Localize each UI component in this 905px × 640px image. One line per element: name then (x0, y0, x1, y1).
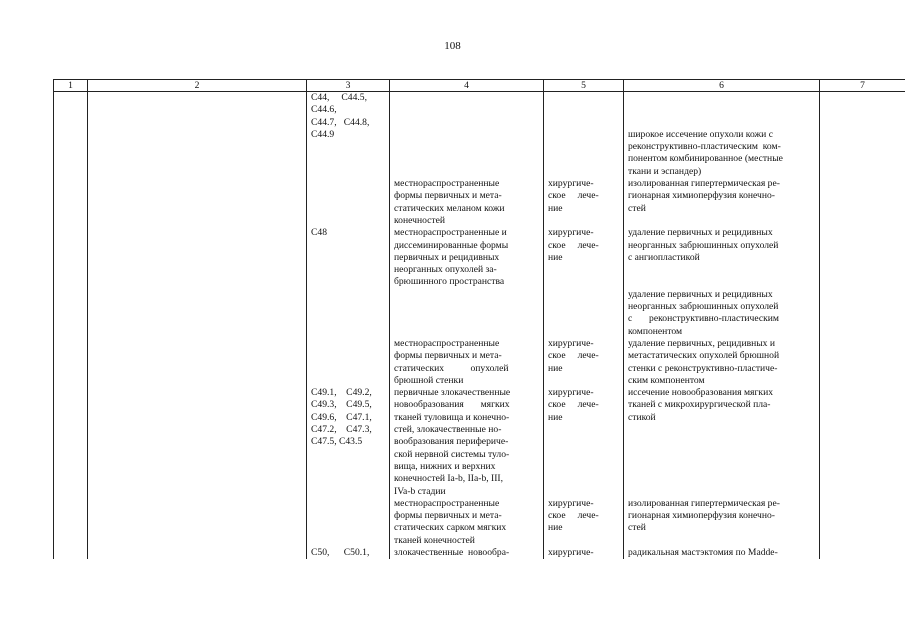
text-line: широкое иссечение опухоли кожи с (628, 128, 773, 140)
icd-codes-cell (307, 547, 390, 559)
diagnosis-cell (390, 227, 544, 288)
cell-col-7 (820, 92, 905, 179)
text-line: C48 (311, 227, 327, 239)
treatment-type-cell (544, 178, 624, 227)
text-line: местнораспространенные (394, 337, 500, 349)
cell-col-1 (54, 92, 88, 179)
text-line: ние (548, 411, 563, 423)
text-line: C49.3, C49.5, (311, 399, 372, 411)
col-header-7: 7 (820, 80, 905, 92)
cell-col-7 (820, 289, 905, 338)
table-row (54, 547, 905, 559)
table-row (54, 498, 905, 547)
method-cell (624, 289, 820, 338)
text-line: C49.1, C49.2, (311, 387, 372, 399)
text-line: стей (628, 522, 646, 534)
text-line: изолированная гипертермическая ре- (628, 178, 780, 190)
icd-codes-cell (307, 289, 390, 338)
text-line: стей (628, 202, 646, 214)
cell-col-1 (54, 387, 88, 498)
text-line: статических опухолей (394, 362, 509, 374)
text-line (628, 92, 815, 104)
col-header-2: 2 (88, 80, 307, 92)
text-line: стикой (628, 411, 656, 423)
text-line: компонентом (628, 325, 683, 337)
cell-col-7 (820, 227, 905, 288)
icd-codes-cell (307, 498, 390, 547)
text-line: понентом комбинированное (местные (628, 153, 783, 165)
text-line: с реконструктивно-пластическим (628, 313, 779, 325)
text-line: тканей с микрохирургической пла- (628, 399, 771, 411)
method-cell (624, 498, 820, 547)
text-line: неорганных опухолей за- (394, 264, 497, 276)
text-line: C47.2, C47.3, (311, 424, 372, 436)
cell-col-7 (820, 547, 905, 559)
text-line: тканей конечностей (394, 534, 475, 546)
method-cell (624, 547, 820, 559)
text-line: удаление первичных и рецидивных (628, 227, 773, 239)
table-row (54, 338, 905, 387)
method-cell (624, 387, 820, 498)
text-line: неорганных забрюшинных опухолей (628, 301, 779, 313)
table-row (54, 227, 905, 288)
procedures-table (53, 79, 905, 559)
text-line: стей, злокачественные но- (394, 424, 502, 436)
text-line: иссечение новообразования мягких (628, 387, 774, 399)
text-line: брюшинного пространства (394, 276, 505, 288)
text-line: статических сарком мягких (394, 522, 507, 534)
text-line: ской нервной системы туло- (394, 448, 510, 460)
text-line: хирургиче- (548, 178, 594, 190)
text-line: C49.6, C47.1, (311, 411, 372, 423)
text-line: ское лече- (548, 239, 599, 251)
cell-col-2 (88, 227, 307, 288)
text-line: первичные злокачественные (394, 387, 511, 399)
icd-codes-cell (307, 338, 390, 387)
text-line: формы первичных и мета- (394, 510, 502, 522)
column-number-row (54, 80, 905, 92)
text-line: вища, нижних и верхних (394, 460, 496, 472)
text-line: первичных и рецидивных (394, 251, 500, 263)
cell-col-1 (54, 547, 88, 559)
icd-codes-cell (307, 227, 390, 288)
text-line: диссеминированные формы (394, 239, 509, 251)
cell-col-7 (820, 338, 905, 387)
text-line: реконструктивно-пластическим ком- (628, 141, 781, 153)
text-line: ткани и эспандер) (628, 165, 702, 177)
col-header-5: 5 (544, 80, 624, 92)
text-line: хирургиче- (548, 337, 594, 349)
table-row (54, 289, 905, 338)
text-line: C44.7, C44.8, (311, 116, 370, 128)
treatment-type-cell (544, 498, 624, 547)
icd-codes-cell (307, 92, 390, 179)
cell-col-2 (88, 498, 307, 547)
text-line: тканей туловища и конечно- (394, 411, 510, 423)
method-cell (624, 92, 820, 179)
treatment-type-cell (544, 92, 624, 179)
diagnosis-cell (390, 92, 544, 179)
text-line: местнораспространенные (394, 178, 500, 190)
col-header-4: 4 (390, 80, 544, 92)
cell-col-2 (88, 547, 307, 559)
text-line: ское лече- (548, 350, 599, 362)
text-line: хирургиче- (548, 227, 594, 239)
text-line: брюшной стенки (394, 374, 464, 386)
text-line: C44.6, (311, 104, 337, 116)
treatment-type-cell (544, 338, 624, 387)
cell-col-1 (54, 227, 88, 288)
text-line: неорганных забрюшинных опухолей (628, 239, 779, 251)
text-line: метастатических опухолей брюшной (628, 350, 780, 362)
cell-col-2 (88, 338, 307, 387)
text-line: ние (548, 362, 563, 374)
method-cell (624, 178, 820, 227)
text-line (628, 104, 815, 116)
text-line: местнораспространенные и (394, 227, 507, 239)
treatment-type-cell (544, 289, 624, 338)
cell-col-1 (54, 498, 88, 547)
text-line: ние (548, 522, 563, 534)
table-row (54, 387, 905, 498)
text-line: радикальная мастэктомия по Madde- (628, 546, 778, 558)
cell-col-2 (88, 387, 307, 498)
text-line: изолированная гипертермическая ре- (628, 497, 780, 509)
text-line: конечностей (394, 214, 445, 226)
cell-col-2 (88, 289, 307, 338)
diagnosis-cell (390, 338, 544, 387)
text-line: удаление первичных, рецидивных и (628, 337, 776, 349)
page-number: 108 (444, 40, 461, 52)
cell-col-7 (820, 387, 905, 498)
text-line: с ангиопластикой (628, 251, 700, 263)
cell-col-1 (54, 178, 88, 227)
text-line: гионарная химиоперфузия конечно- (628, 510, 775, 522)
cell-col-2 (88, 178, 307, 227)
col-header-1: 1 (54, 80, 88, 92)
text-line: хирургиче- (548, 546, 594, 558)
diagnosis-cell (390, 547, 544, 559)
text-line: ским компонентом (628, 374, 705, 386)
treatment-type-cell (544, 387, 624, 498)
diagnosis-cell (390, 387, 544, 498)
text-line: C47.5, C43.5 (311, 436, 363, 448)
text-line: формы первичных и мета- (394, 350, 502, 362)
table-row (54, 178, 905, 227)
text-line: ское лече- (548, 190, 599, 202)
treatment-type-cell (544, 547, 624, 559)
text-line: формы первичных и мета- (394, 190, 502, 202)
diagnosis-cell (390, 178, 544, 227)
text-line: ние (548, 202, 563, 214)
table-row (54, 92, 905, 179)
text-line: ское лече- (548, 510, 599, 522)
method-cell (624, 227, 820, 288)
text-line: C44, C44.5, (311, 92, 367, 103)
text-line: конечностей Ia-b, IIa-b, III, (394, 473, 504, 485)
text-line: местнораспространенные (394, 497, 500, 509)
diagnosis-cell (390, 289, 544, 338)
text-line: ское лече- (548, 399, 599, 411)
text-line: гионарная химиоперфузия конечно- (628, 190, 775, 202)
text-line: вообразования перифериче- (394, 436, 509, 448)
col-header-6: 6 (624, 80, 820, 92)
text-line: C44.9 (311, 128, 335, 140)
text-line: новообразования мягких (394, 399, 510, 411)
text-line: стенки с реконструктивно-пластиче- (628, 362, 778, 374)
text-line: хирургиче- (548, 387, 594, 399)
text-line (628, 117, 815, 129)
text-line: злокачественные новообра- (394, 546, 510, 558)
text-line: статических меланом кожи (394, 202, 505, 214)
cell-col-7 (820, 498, 905, 547)
treatment-type-cell (544, 227, 624, 288)
icd-codes-cell (307, 178, 390, 227)
text-line: C50, C50.1, (311, 546, 370, 558)
text-line: удаление первичных и рецидивных (628, 288, 773, 300)
cell-col-1 (54, 289, 88, 338)
icd-codes-cell (307, 387, 390, 498)
cell-col-7 (820, 178, 905, 227)
method-cell (624, 338, 820, 387)
diagnosis-cell (390, 498, 544, 547)
cell-col-2 (88, 92, 307, 179)
text-line: хирургиче- (548, 497, 594, 509)
text-line: ние (548, 251, 563, 263)
cell-col-1 (54, 338, 88, 387)
text-line: IVa-b стадии (394, 485, 446, 497)
col-header-3: 3 (307, 80, 390, 92)
